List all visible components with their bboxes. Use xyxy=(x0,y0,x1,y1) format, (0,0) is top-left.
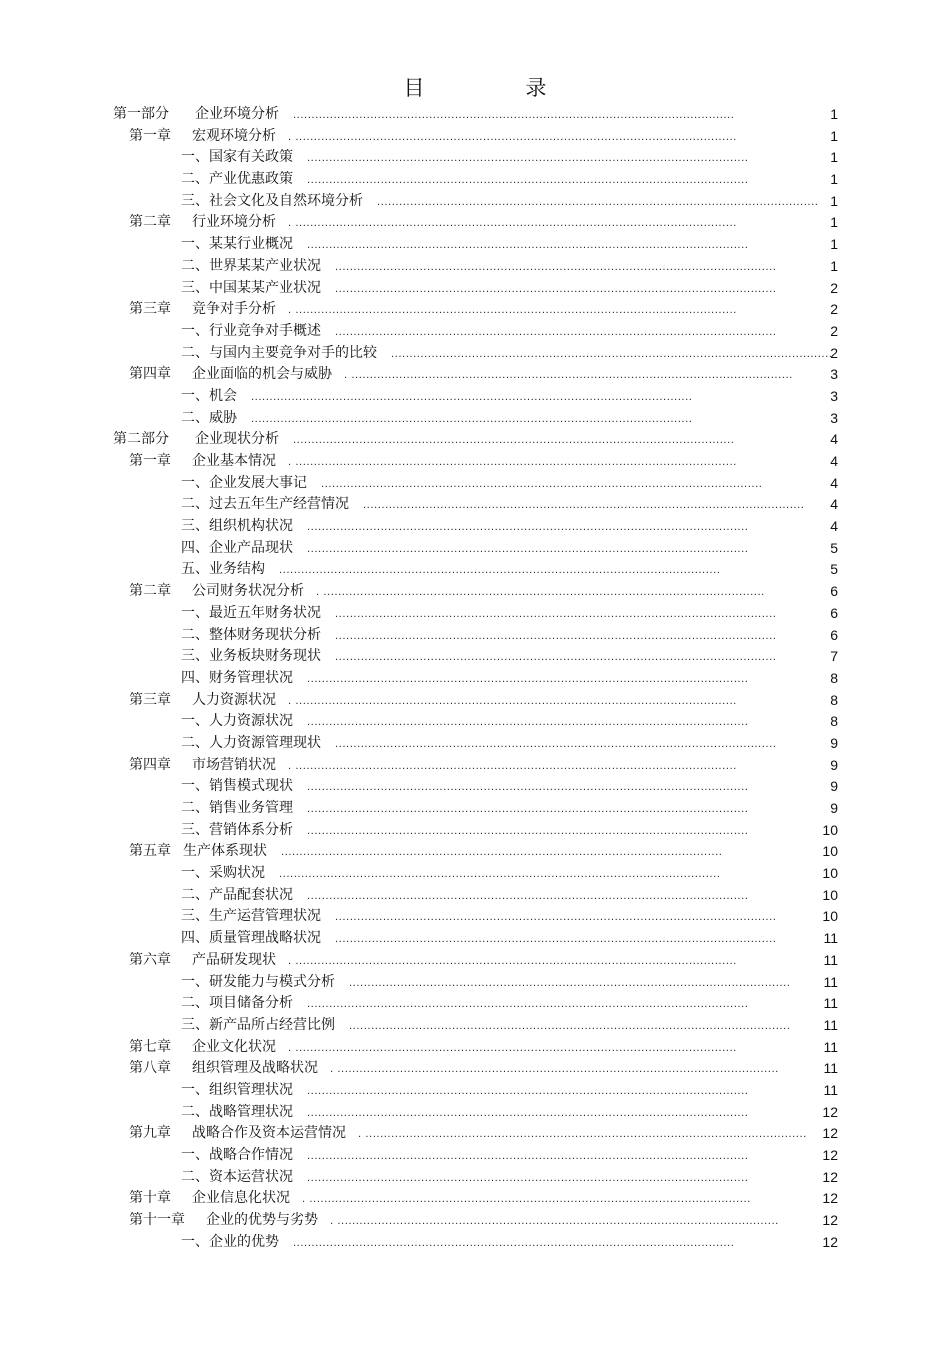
toc-page-number: 10 xyxy=(822,843,838,860)
toc-entry-text: 二、资本运营状况 xyxy=(181,1168,293,1185)
toc-entry-label xyxy=(181,191,363,213)
toc-page-number: 1 xyxy=(830,127,838,144)
toc-entry-label xyxy=(129,690,276,712)
toc-entry-label xyxy=(181,559,265,581)
toc-entry-text: 一、最近五年财务状况 xyxy=(181,604,321,621)
toc-dot-leader: . ........................................................................................................................ xyxy=(288,1042,737,1054)
toc-page-number: 2 xyxy=(830,301,838,318)
toc-entry[interactable] xyxy=(0,386,950,408)
toc-entry-text: 三、新产品所占经营比例 xyxy=(181,1016,335,1033)
toc-dot-leader: ........................................................................................................................ xyxy=(307,153,749,165)
toc-entry-label xyxy=(181,711,293,733)
toc-entry[interactable] xyxy=(0,126,950,148)
toc-entry[interactable] xyxy=(0,776,950,798)
toc-entry-text: 二、威胁 xyxy=(181,409,237,426)
toc-entry[interactable] xyxy=(0,668,950,690)
toc-entry[interactable] xyxy=(0,343,950,365)
toc-dot-leader: . ........................................................................................................................ xyxy=(288,695,737,707)
toc-page-number: 1 xyxy=(830,171,838,188)
toc-entry-text: 公司财务状况分析 xyxy=(192,583,304,600)
toc-page-number: 11 xyxy=(823,995,838,1012)
toc-entry-number: 第三章 xyxy=(129,301,171,318)
toc-dot-leader: ........................................................................................................................ xyxy=(349,1020,791,1032)
toc-entry[interactable] xyxy=(0,581,950,603)
toc-dot-leader: ........................................................................................................................ xyxy=(335,912,777,924)
toc-entry[interactable] xyxy=(0,212,950,234)
toc-entry[interactable] xyxy=(0,690,950,712)
toc-entry[interactable] xyxy=(0,993,950,1015)
toc-entry-label xyxy=(129,299,276,321)
toc-dot-leader: ........................................................................................................................ xyxy=(335,261,777,273)
toc-entry-text: 三、营销体系分析 xyxy=(181,821,293,838)
toc-dot-leader: . ........................................................................................................................ xyxy=(316,587,765,599)
toc-entry-text: 二、战略管理状况 xyxy=(181,1103,293,1120)
toc-entry-text: 企业文化状况 xyxy=(192,1038,276,1055)
toc-dot-leader: . ........................................................................................................................ xyxy=(288,760,737,772)
toc-entry[interactable] xyxy=(0,1188,950,1210)
toc-entry[interactable] xyxy=(0,1037,950,1059)
toc-page-number: 3 xyxy=(830,366,838,383)
toc-entry-label xyxy=(181,603,321,625)
toc-entry-text: 一、机会 xyxy=(181,387,237,404)
toc-entry-label xyxy=(181,516,293,538)
toc-entry-label xyxy=(181,885,293,907)
toc-dot-leader: ........................................................................................................................ xyxy=(251,391,693,403)
toc-dot-leader: ........................................................................................................................ xyxy=(279,565,721,577)
toc-entry-label xyxy=(181,646,321,668)
toc-entry-label xyxy=(181,256,321,278)
toc-page-number: 6 xyxy=(830,626,838,643)
toc-entry-label xyxy=(129,451,276,473)
toc-dot-leader: . ........................................................................................................................ xyxy=(288,131,737,143)
toc-page-number: 11 xyxy=(823,1016,838,1033)
toc-entry-text: 企业环境分析 xyxy=(195,106,279,122)
toc-entry-text: 产品研发现状 xyxy=(192,951,276,968)
toc-page-number: 1 xyxy=(830,149,838,166)
toc-dot-leader: ........................................................................................................................ xyxy=(335,608,777,620)
toc-entry-text: 一、采购状况 xyxy=(181,865,265,882)
toc-entry[interactable] xyxy=(0,863,950,885)
toc-entry-text: 一、组织管理状况 xyxy=(181,1081,293,1098)
toc-page-number: 2 xyxy=(830,344,838,361)
toc-entry-text: 企业基本情况 xyxy=(192,453,276,469)
toc-entry-label xyxy=(181,798,293,820)
toc-dot-leader: ........................................................................................................................ xyxy=(281,847,723,859)
toc-dot-leader: ........................................................................................................................ xyxy=(307,240,749,252)
toc-dot-leader: . ........................................................................................................................ xyxy=(288,955,737,967)
toc-dot-leader: ........................................................................................................................ xyxy=(293,110,735,121)
toc-entry-text: 生产体系现状 xyxy=(183,843,267,860)
toc-page-number: 9 xyxy=(830,734,838,751)
toc-entry-text: 三、社会文化及自然环境分析 xyxy=(181,192,363,209)
toc-entry[interactable] xyxy=(0,820,950,842)
toc-entry[interactable] xyxy=(0,494,950,516)
toc-entry-number: 第四章 xyxy=(129,366,171,383)
toc-entry-label xyxy=(181,1102,293,1124)
toc-entry-label xyxy=(129,841,267,863)
toc-page-number: 12 xyxy=(822,1125,838,1142)
toc-entry-label xyxy=(181,906,321,928)
toc-page-number: 11 xyxy=(823,1060,838,1077)
toc-entry[interactable] xyxy=(0,906,950,928)
toc-dot-leader: ........................................................................................................................ xyxy=(307,175,749,187)
toc-entry-text: 二、销售业务管理 xyxy=(181,800,293,816)
toc-entry-text: 五、业务结构 xyxy=(181,561,265,578)
toc-entry-label xyxy=(129,1123,346,1145)
toc-entry[interactable] xyxy=(0,516,950,538)
toc-dot-leader: ........................................................................................................................ xyxy=(307,1107,749,1119)
toc-entry[interactable] xyxy=(0,1145,950,1167)
toc-entry[interactable] xyxy=(0,169,950,191)
toc-page-number: 12 xyxy=(822,1212,838,1229)
toc-page-number: 4 xyxy=(830,453,838,469)
toc-entry-label xyxy=(181,147,293,169)
toc-entry-label xyxy=(129,364,332,386)
toc-dot-leader: ........................................................................................................................ xyxy=(307,1085,749,1097)
toc-entry[interactable] xyxy=(0,841,950,863)
toc-entry-number: 第三章 xyxy=(129,691,171,708)
toc-page-number: 4 xyxy=(830,496,838,513)
toc-entry-text: 一、人力资源状况 xyxy=(181,713,293,730)
toc-dot-leader: ........................................................................................................................ xyxy=(335,934,777,946)
toc-entry-number: 第一章 xyxy=(129,453,171,469)
toc-entry-label xyxy=(181,386,237,408)
toc-entry-text: 四、企业产品现状 xyxy=(181,539,293,556)
toc-entry-number: 第四章 xyxy=(129,756,171,773)
toc-entry[interactable] xyxy=(0,798,950,820)
toc-page-number: 12 xyxy=(822,1147,838,1163)
toc-dot-leader: . ........................................................................................................................ xyxy=(344,370,793,382)
toc-entry-label xyxy=(181,343,377,365)
toc-page-number: 3 xyxy=(830,387,838,404)
toc-entry[interactable] xyxy=(0,408,950,430)
toc-entry-label xyxy=(129,755,276,777)
toc-dot-leader: ........................................................................................................................ xyxy=(335,738,777,750)
toc-entry-text: 企业信息化状况 xyxy=(192,1190,290,1207)
toc-dot-leader: . ........................................................................................................................ xyxy=(358,1129,807,1141)
toc-entry-text: 一、某某行业概况 xyxy=(181,236,293,253)
toc-entry-label xyxy=(181,408,237,430)
toc-entry-text: 竞争对手分析 xyxy=(192,301,276,318)
toc-dot-leader: . ........................................................................................................................ xyxy=(302,1194,751,1206)
toc-dot-leader: ........................................................................................................................ xyxy=(307,782,749,794)
toc-entry-text: 二、产品配套状况 xyxy=(181,886,293,903)
toc-page-number: 1 xyxy=(830,106,838,122)
toc-entry-number: 第十一章 xyxy=(129,1212,185,1229)
toc-entry-label xyxy=(113,429,279,451)
toc-entry-text: 企业现状分析 xyxy=(195,431,279,448)
toc-page-number: 4 xyxy=(830,431,838,448)
toc-entry-text: 市场营销状况 xyxy=(192,756,276,773)
toc-entry-text: 企业面临的机会与威胁 xyxy=(192,366,332,383)
toc-entry-text: 三、业务板块财务现状 xyxy=(181,648,321,665)
toc-page-number: 3 xyxy=(830,409,838,426)
toc-entry-text: 二、项目储备分析 xyxy=(181,995,293,1012)
toc-entry[interactable] xyxy=(0,473,950,495)
toc-page-number: 11 xyxy=(823,1081,838,1098)
toc-page-number: 6 xyxy=(830,604,838,621)
toc-entry-number: 第二部分 xyxy=(113,431,169,448)
toc-entry-label xyxy=(181,625,321,647)
toc-entry[interactable] xyxy=(0,1232,950,1254)
toc-entry-label xyxy=(181,972,335,994)
toc-entry-number: 第九章 xyxy=(129,1125,171,1142)
toc-page-number: 12 xyxy=(822,1103,838,1120)
toc-entry[interactable] xyxy=(0,603,950,625)
toc-dot-leader: ........................................................................................................................ xyxy=(307,717,749,729)
toc-entry[interactable] xyxy=(0,950,950,972)
toc-page-number: 5 xyxy=(830,539,838,556)
toc-entry-label xyxy=(181,538,293,560)
toc-entry[interactable] xyxy=(0,885,950,907)
toc-entry-label xyxy=(181,169,293,191)
toc-entry-text: 一、国家有关政策 xyxy=(181,149,293,166)
toc-dot-leader: . ........................................................................................................................ xyxy=(288,457,737,468)
toc-dot-leader: ........................................................................................................................ xyxy=(307,543,749,555)
toc-dot-leader: ........................................................................................................................ xyxy=(307,1172,749,1184)
toc-entry-text: 一、企业的优势 xyxy=(181,1233,279,1250)
toc-page-number: 12 xyxy=(822,1168,838,1185)
toc-dot-leader: ........................................................................................................................ xyxy=(251,413,693,425)
toc-entry-label xyxy=(129,950,276,972)
toc-dot-leader: . ........................................................................................................................ xyxy=(288,218,737,230)
toc-entry-text: 人力资源状况 xyxy=(192,691,276,708)
toc-dot-leader: ........................................................................................................................ xyxy=(293,435,735,447)
toc-entry-number: 第二章 xyxy=(129,583,171,600)
toc-entry-number: 第八章 xyxy=(129,1060,171,1077)
toc-page-number: 7 xyxy=(830,648,838,665)
toc-dot-leader: ........................................................................................................................ xyxy=(307,890,749,902)
toc-entry-text: 二、与国内主要竞争对手的比较 xyxy=(181,344,377,361)
toc-entry-number: 第十章 xyxy=(129,1190,171,1207)
toc-entry-text: 组织管理及战略状况 xyxy=(192,1060,318,1077)
toc-dot-leader: ........................................................................................................................ xyxy=(349,977,791,989)
toc-entry-text: 一、销售模式现状 xyxy=(181,778,293,795)
toc-entry[interactable] xyxy=(0,625,950,647)
toc-entry[interactable] xyxy=(0,1123,950,1145)
toc-page-number: 10 xyxy=(822,821,838,838)
toc-entry-number: 第一章 xyxy=(129,127,171,144)
toc-entry-label xyxy=(129,1058,318,1080)
toc-page-number: 6 xyxy=(830,583,838,600)
toc-entry[interactable] xyxy=(0,429,950,451)
toc-page-number: 1 xyxy=(830,214,838,231)
toc-entry[interactable] xyxy=(0,1080,950,1102)
toc-entry-text: 二、人力资源管理现状 xyxy=(181,734,321,751)
toc-entry-label xyxy=(181,1145,293,1167)
toc-entry-label xyxy=(181,820,293,842)
toc-title: 目 录 xyxy=(403,76,587,100)
toc-entry-label xyxy=(129,581,304,603)
toc-entry-text: 一、企业发展大事记 xyxy=(181,474,307,491)
toc-entry-label xyxy=(129,1210,318,1232)
toc-entry-label xyxy=(129,1188,290,1210)
toc-page-number: 8 xyxy=(830,669,838,686)
toc-page-number: 2 xyxy=(830,322,838,339)
toc-entry-number: 第七章 xyxy=(129,1038,171,1055)
toc-dot-leader: ........................................................................................................................ xyxy=(293,1237,735,1249)
toc-entry-label xyxy=(181,278,321,300)
toc-entry-number: 第六章 xyxy=(129,951,171,968)
toc-page-number: 9 xyxy=(830,800,838,816)
toc-entry-label xyxy=(181,993,293,1015)
toc-entry[interactable] xyxy=(0,1210,950,1232)
toc-entry[interactable] xyxy=(0,299,950,321)
toc-entry-label xyxy=(181,494,349,516)
toc-entry-label xyxy=(113,104,279,126)
toc-entry-text: 一、研发能力与模式分析 xyxy=(181,973,335,990)
toc-page-number: 5 xyxy=(830,561,838,578)
toc-page-number: 4 xyxy=(830,474,838,491)
toc-entry[interactable] xyxy=(0,364,950,386)
toc-entry-text: 二、整体财务现状分析 xyxy=(181,626,321,643)
toc-entry-text: 二、产业优惠政策 xyxy=(181,171,293,188)
toc-entry-label xyxy=(129,126,276,148)
toc-entry-text: 一、行业竞争对手概述 xyxy=(181,322,321,339)
toc-entry-text: 三、组织机构状况 xyxy=(181,518,293,535)
toc-entry-label xyxy=(181,321,321,343)
toc-entry-text: 二、过去五年生产经营情况 xyxy=(181,496,349,513)
toc-entry-label xyxy=(181,776,293,798)
toc-dot-leader: ........................................................................................................................ xyxy=(335,630,777,642)
toc-dot-leader: ........................................................................................................................ xyxy=(307,1151,749,1162)
toc-page-number: 11 xyxy=(823,1038,838,1055)
toc-entry[interactable] xyxy=(0,1015,950,1037)
toc-page-number: 4 xyxy=(830,518,838,535)
toc-dot-leader: . ........................................................................................................................ xyxy=(288,305,737,317)
toc-page-number: 10 xyxy=(822,886,838,903)
toc-entry-label xyxy=(181,863,265,885)
toc-entry-number: 第一部分 xyxy=(113,106,169,122)
toc-entry-label xyxy=(181,234,293,256)
toc-entry[interactable] xyxy=(0,646,950,668)
toc-entry[interactable] xyxy=(0,755,950,777)
toc-dot-leader: . ........................................................................................................................ xyxy=(330,1216,779,1228)
toc-dot-leader: ........................................................................................................................ xyxy=(335,652,777,664)
toc-entry-text: 企业的优势与劣势 xyxy=(206,1212,318,1229)
toc-page-number: 11 xyxy=(823,973,838,990)
toc-entry-text: 三、中国某某产业状况 xyxy=(181,279,321,296)
toc-entry[interactable] xyxy=(0,451,950,473)
toc-entry-label xyxy=(181,1167,293,1189)
toc-entry-text: 四、财务管理状况 xyxy=(181,669,293,686)
toc-list xyxy=(0,104,950,1253)
toc-entry[interactable] xyxy=(0,1058,950,1080)
toc-dot-leader: ........................................................................................................................ xyxy=(335,326,777,338)
toc-entry[interactable] xyxy=(0,321,950,343)
toc-entry[interactable] xyxy=(0,538,950,560)
toc-dot-leader: ........................................................................................................................ xyxy=(279,869,721,881)
toc-dot-leader: . ........................................................................................................................ xyxy=(330,1064,779,1076)
toc-entry[interactable] xyxy=(0,234,950,256)
toc-entry-label xyxy=(181,1015,335,1037)
toc-page-number: 9 xyxy=(830,756,838,773)
toc-page-number: 9 xyxy=(830,778,838,795)
toc-dot-leader: ........................................................................................................................ xyxy=(307,999,749,1011)
toc-entry-text: 三、生产运营管理状况 xyxy=(181,908,321,925)
toc-entry-number: 第五章 xyxy=(129,843,171,860)
toc-page-number: 10 xyxy=(822,908,838,925)
toc-entry-label xyxy=(129,212,276,234)
toc-entry-label xyxy=(181,1232,279,1254)
toc-dot-leader: ........................................................................................................................ xyxy=(377,196,819,208)
toc-dot-leader: ........................................................................................................................ xyxy=(307,825,749,837)
toc-page-number: 11 xyxy=(823,930,838,947)
toc-dot-leader: ........................................................................................................................ xyxy=(363,500,805,512)
toc-entry[interactable] xyxy=(0,733,950,755)
toc-entry-text: 战略合作及资本运营情况 xyxy=(192,1125,346,1142)
toc-entry-label xyxy=(129,1037,276,1059)
toc-page-number: 1 xyxy=(830,257,838,274)
toc-entry-label xyxy=(181,928,321,950)
toc-page-number: 11 xyxy=(823,951,838,968)
toc-entry-number: 第二章 xyxy=(129,214,171,231)
toc-entry[interactable] xyxy=(0,559,950,581)
toc-entry-label xyxy=(181,1080,293,1102)
toc-dot-leader: ........................................................................................................................ xyxy=(335,283,777,295)
toc-entry-text: 宏观环境分析 xyxy=(192,127,276,144)
toc-entry[interactable] xyxy=(0,256,950,278)
toc-dot-leader: ........................................................................................................................ xyxy=(391,348,833,360)
toc-page-number: 1 xyxy=(830,192,838,209)
toc-dot-leader: ........................................................................................................................ xyxy=(307,804,749,815)
toc-page-number: 12 xyxy=(822,1233,838,1250)
toc-entry-text: 二、世界某某产业状况 xyxy=(181,257,321,274)
toc-entry[interactable] xyxy=(0,104,950,126)
toc-entry-label xyxy=(181,733,321,755)
toc-dot-leader: ........................................................................................................................ xyxy=(307,522,749,534)
toc-entry[interactable] xyxy=(0,1102,950,1124)
toc-page-number: 2 xyxy=(830,279,838,296)
toc-entry[interactable] xyxy=(0,278,950,300)
toc-page-number: 8 xyxy=(830,691,838,708)
toc-entry-text: 行业环境分析 xyxy=(192,214,276,231)
toc-entry-label xyxy=(181,473,307,495)
toc-entry[interactable] xyxy=(0,928,950,950)
toc-page-number: 1 xyxy=(830,236,838,253)
toc-entry[interactable] xyxy=(0,191,950,213)
toc-entry-text: 一、战略合作情况 xyxy=(181,1147,293,1163)
toc-page-number: 12 xyxy=(822,1190,838,1207)
toc-dot-leader: ........................................................................................................................ xyxy=(321,478,763,490)
toc-entry[interactable] xyxy=(0,147,950,169)
toc-entry-label xyxy=(181,668,293,690)
toc-entry-text: 四、质量管理战略状况 xyxy=(181,930,321,947)
toc-entry[interactable] xyxy=(0,972,950,994)
toc-entry[interactable] xyxy=(0,711,950,733)
toc-dot-leader: ........................................................................................................................ xyxy=(307,673,749,685)
toc-page-number: 8 xyxy=(830,713,838,730)
toc-page-number: 10 xyxy=(822,865,838,882)
toc-entry[interactable] xyxy=(0,1167,950,1189)
